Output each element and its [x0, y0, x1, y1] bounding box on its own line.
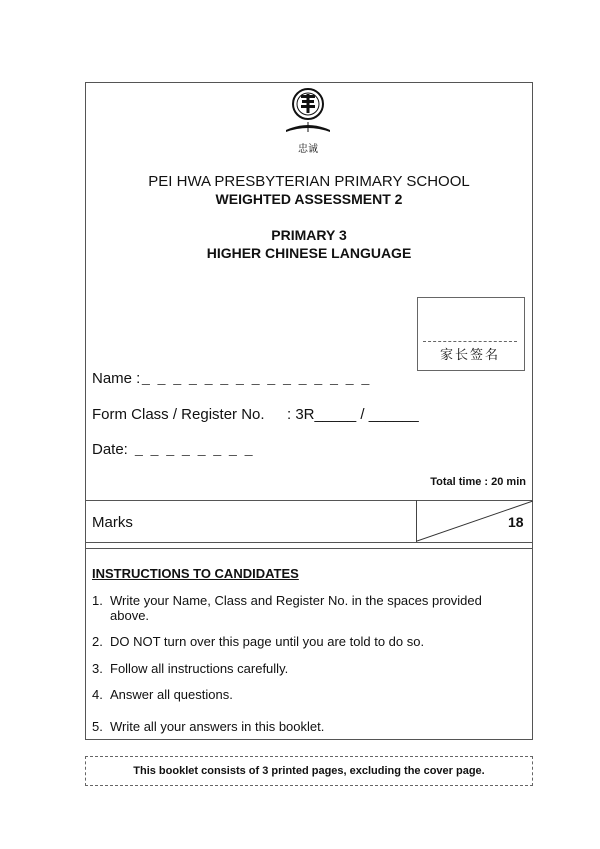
- instruction-1-text: Write your Name, Class and Register No. in the spaces provided: [110, 593, 482, 608]
- date-label: Date:: [92, 441, 128, 458]
- name-field[interactable]: _ _ _ _ _ _ _ _ _ _ _ _ _ _ _: [142, 369, 372, 385]
- instruction-5-num: 5.: [92, 719, 103, 734]
- form-class-field[interactable]: : 3R_____ / ______: [287, 406, 419, 423]
- school-name: PEI HWA PRESBYTERIAN PRIMARY SCHOOL: [148, 173, 470, 190]
- logo-motto: 忠诚: [298, 144, 318, 155]
- footer-note: This booklet consists of 3 printed pages, excluding the cover page.: [133, 765, 485, 777]
- marks-bottom-rule-2: [85, 548, 533, 549]
- instruction-2-text: DO NOT turn over this page until you are told to do so.: [110, 634, 425, 649]
- school-crest-logo: [282, 86, 334, 138]
- marks-total: 18: [508, 514, 524, 530]
- instruction-3-num: 3.: [92, 661, 103, 676]
- name-label: Name :: [92, 370, 141, 387]
- instruction-5-text: Write all your answers in this booklet.: [110, 719, 325, 734]
- marks-bottom-rule: [85, 542, 533, 543]
- instruction-1-num: 1.: [92, 593, 103, 608]
- marks-label: Marks: [92, 514, 133, 531]
- level-title: PRIMARY 3: [271, 227, 347, 243]
- crest-icon: [282, 86, 334, 138]
- instructions-heading: INSTRUCTIONS TO CANDIDATES: [92, 566, 299, 581]
- instruction-1-text-cont: above.: [110, 608, 150, 623]
- instruction-3-text: Follow all instructions carefully.: [110, 661, 289, 676]
- assessment-title: WEIGHTED ASSESSMENT 2: [215, 191, 403, 207]
- signature-line: [423, 341, 517, 342]
- instruction-4-num: 4.: [92, 687, 103, 702]
- date-field[interactable]: _ _ _ _ _ _ _ _: [135, 440, 255, 456]
- total-time: Total time : 20 min: [430, 476, 526, 488]
- instruction-4-text: Answer all questions.: [110, 687, 233, 702]
- instruction-2-num: 2.: [92, 634, 103, 649]
- parent-signature-label: 家长签名: [439, 348, 500, 363]
- form-class-label: Form Class / Register No.: [92, 406, 265, 423]
- subject-title: HIGHER CHINESE LANGUAGE: [206, 245, 412, 261]
